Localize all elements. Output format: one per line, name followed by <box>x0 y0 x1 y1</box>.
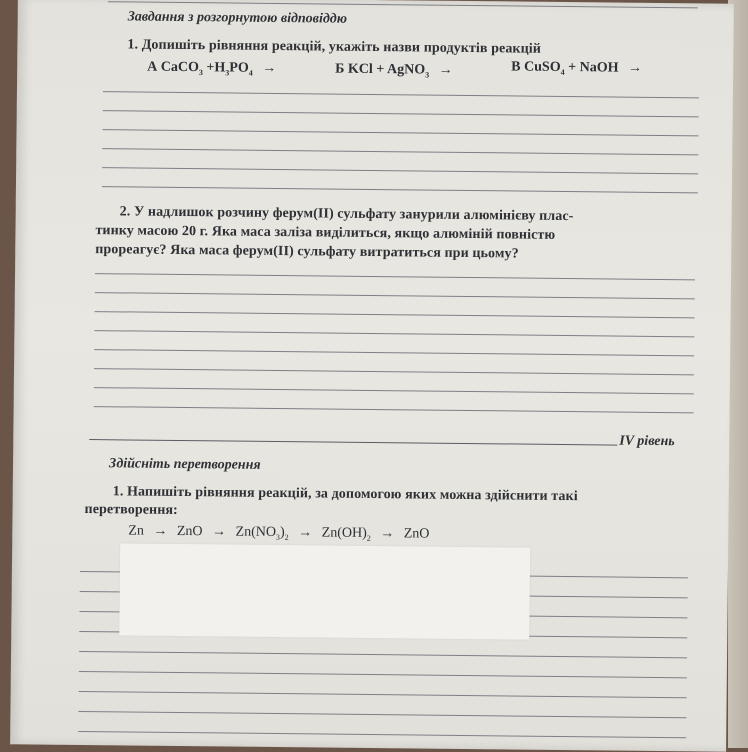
task-1-text: 1. Допишіть рівняння реакцій, укажіть назви продуктів реакцій <box>127 37 542 57</box>
answer-line <box>103 129 699 136</box>
equation-a: А CaCO$_3$ $+H_3PO_4$ → <box>147 59 277 78</box>
equation-b: Б KCl + AgNO$_3$ → <box>335 61 453 80</box>
blank-cover <box>119 543 530 639</box>
answer-line <box>79 651 687 658</box>
answer-line <box>94 406 694 413</box>
section-heading: Завдання з розгорнутою відповіддю <box>127 9 348 27</box>
answer-line <box>103 91 699 98</box>
answer-line <box>79 671 687 678</box>
answer-line <box>102 167 698 174</box>
worksheet-page <box>10 0 734 752</box>
answer-line <box>94 368 694 375</box>
task-2-line-2: тинку масою 20 г. Яка маса заліза виділиться, якщо алюміній повністю <box>95 223 556 243</box>
level-divider <box>89 439 617 446</box>
task-2-line-3: прореагує? Яка маса ферум(ІІ) сульфату витратиться при цьому? <box>95 242 519 262</box>
answer-line <box>95 273 695 280</box>
answer-line <box>102 148 698 155</box>
task-2-line-1: 2. У надлишок розчину ферум(ІІ) сульфату занурили алюмінієву плас- <box>119 204 574 225</box>
task-3-line-1: 1. Напишіть рівняння реакцій, за допомогою яких можна здійснити такі <box>112 484 578 505</box>
answer-line <box>78 731 686 738</box>
answer-line <box>102 186 698 193</box>
answer-line <box>79 691 687 698</box>
transformation-chain: Zn → ZnO → $Zn(NO_3)_2 \to Zn(OH)_2$ → ZnO <box>128 523 430 543</box>
task-3-line-2: перетворення: <box>84 501 178 518</box>
transform-heading: Здійсніть перетворення <box>108 456 261 473</box>
equation-c: В CuSO$_4$ + NaOH → <box>511 59 643 77</box>
answer-line <box>103 110 699 117</box>
answer-line <box>78 711 686 718</box>
answer-line <box>95 311 695 318</box>
answer-line <box>94 387 694 394</box>
answer-line <box>95 292 695 299</box>
level-label: IV рівень <box>619 433 675 450</box>
answer-line <box>94 349 694 356</box>
answer-line <box>94 330 694 337</box>
answer-line <box>108 1 698 8</box>
